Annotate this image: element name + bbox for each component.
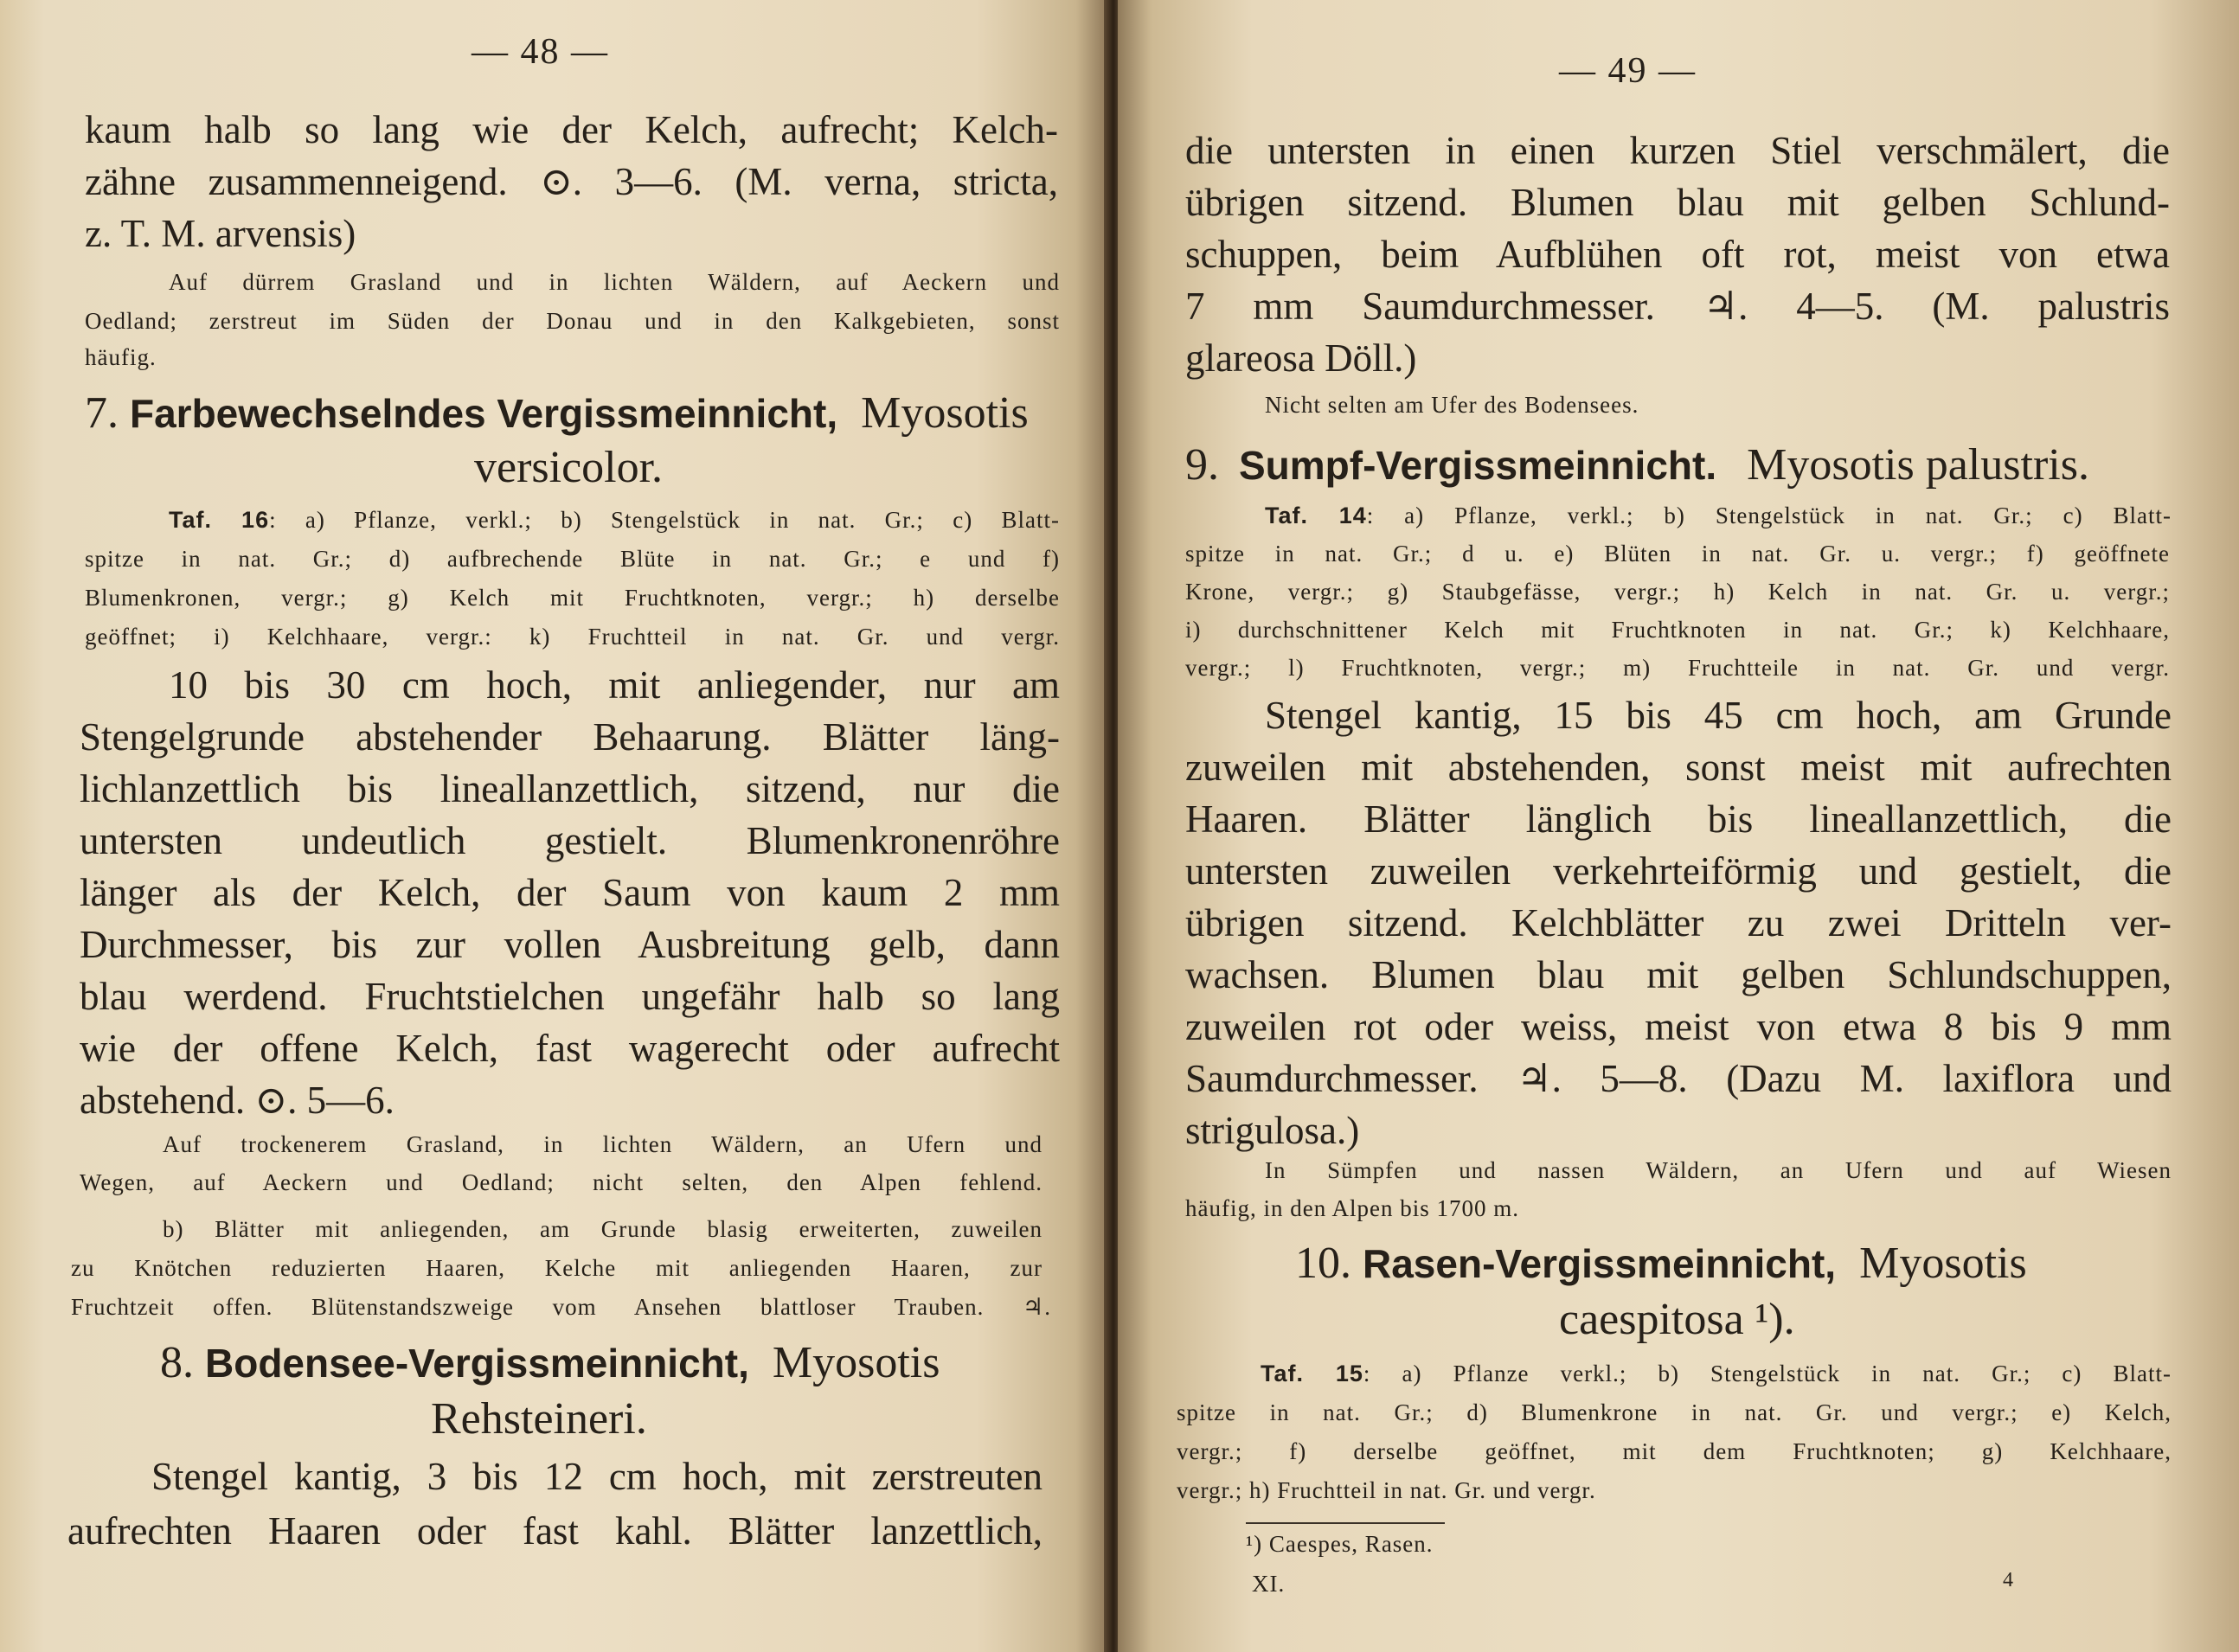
text-line: strigulosa.) [1185, 1109, 1360, 1152]
text-line: länger als der Kelch, der Saum von kaum 2 mm [80, 871, 1060, 914]
plate-text: : a) Pflanze verkl.; b) Stengelstück in nat. Gr.; c) Blatt- [1363, 1361, 2172, 1386]
plate-line: spitze in nat. Gr.; d) Blumenkrone in nat. Gr. und vergr.; e) Kelch, [1177, 1399, 2172, 1425]
plate-label: Taf. 14 [1265, 503, 1367, 528]
species-latin-name: Myosotis [772, 1338, 940, 1387]
plate-line: vergr.; l) Fruchtknoten, vergr.; m) Fruchtteile in nat. Gr. und vergr. [1185, 655, 2170, 681]
left-page [0, 0, 1109, 1652]
text-line: Durchmesser, bis zur vollen Ausbreitung gelb, dann [80, 923, 1060, 966]
plate-line [1265, 504, 2172, 528]
text-line: aufrechten Haaren oder fast kahl. Blätter lanzettlich, [67, 1509, 1043, 1553]
species-common-name: Rasen-Vergissmeinnicht, [1363, 1241, 1837, 1286]
plate-line: spitze in nat. Gr.; d) aufbrechende Blüte in nat. Gr.; e und f) [85, 546, 1060, 572]
text-line: übrigen sitzend. Kelchblätter zu zwei Dritteln ver- [1185, 901, 2172, 944]
plate-line: spitze in nat. Gr.; d u. e) Blüten in nat. Gr. u. vergr.; f) geöffnete [1185, 541, 2170, 567]
text-line: z. T. M. arvensis) [85, 212, 356, 255]
habitat-line: Wegen, auf Aeckern und Oedland; nicht selten, den Alpen fehlend. [80, 1169, 1043, 1195]
species-latin-name: Myosotis palustris. [1747, 440, 2089, 490]
text-line: die untersten in einen kurzen Stiel verschmälert, die [1185, 129, 2170, 172]
text-line: Haaren. Blätter länglich bis lineallanzettlich, die [1185, 797, 2172, 841]
text-line: Stengel kantig, 3 bis 12 cm hoch, mit zerstreuten [151, 1455, 1043, 1498]
species-common-name: Bodensee-Vergissmeinnicht, [205, 1341, 749, 1386]
text-line: lichlanzettlich bis lineallanzettlich, sitzend, nur die [80, 767, 1060, 810]
note-line: Fruchtzeit offen. Blütenstandszweige vom Ansehen blattloser Trauben. ♃. [71, 1294, 1051, 1320]
species-heading-9 [1185, 440, 2089, 490]
plate-line: i) durchschnittener Kelch mit Fruchtknoten in nat. Gr.; k) Kelchhaare, [1185, 617, 2170, 643]
species-latin-name: Myosotis [1859, 1239, 2027, 1288]
plate-label: Taf. 16 [169, 507, 270, 533]
text-line: übrigen sitzend. Blumen blau mit gelben Schlund- [1185, 181, 2170, 224]
habitat-line: häufig, in den Alpen bis 1700 m. [1185, 1195, 1519, 1221]
text-line: wachsen. Blumen blau mit gelben Schlundschuppen, [1185, 953, 2172, 996]
species-heading-7 [85, 388, 1029, 438]
text-line: zähne zusammenneigend. ⊙. 3—6. (M. verna, stricta, [85, 160, 1058, 203]
signature-number: 4 [2003, 1569, 2014, 1591]
species-heading-8 [160, 1338, 940, 1387]
species-common-name: Sumpf-Vergissmeinnicht. [1239, 443, 1717, 488]
habitat-line: Auf dürrem Grasland und in lichten Wäldern, auf Aeckern und [169, 269, 1060, 295]
plate-line: vergr.; h) Fruchtteil in nat. Gr. und vergr. [1177, 1477, 1596, 1503]
plate-line: geöffnet; i) Kelchhaare, vergr.: k) Fruchtteil in nat. Gr. und vergr. [85, 624, 1060, 650]
page-number: — 48 — [472, 32, 609, 72]
species-number: 9. [1185, 440, 1219, 490]
text-line: blau werdend. Fruchtstielchen ungefähr halb so lang [80, 975, 1060, 1018]
text-line: wie der offene Kelch, fast wagerecht oder aufrecht [80, 1027, 1060, 1070]
plate-line: Krone, vergr.; g) Staubgefässe, vergr.; h) Kelch in nat. Gr. u. vergr.; [1185, 579, 2170, 605]
page-number: — 49 — [1559, 51, 1697, 91]
signature-mark: XI. [1252, 1571, 1286, 1597]
species-common-name: Farbewechselndes Vergissmeinnicht, [130, 391, 838, 436]
plate-text: : a) Pflanze, verkl.; b) Stengelstück in nat. Gr.; c) Blatt- [269, 507, 1060, 533]
text-line: kaum halb so lang wie der Kelch, aufrecht; Kelch- [85, 108, 1058, 151]
text-line: 10 bis 30 cm hoch, mit anliegender, nur am [169, 663, 1060, 707]
habitat-line: Oedland; zerstreut im Süden der Donau und in den Kalkgebieten, sonst [85, 308, 1060, 334]
footnote-rule [1246, 1522, 1445, 1524]
text-line: schuppen, beim Aufblühen oft rot, meist von etwa [1185, 233, 2170, 276]
plate-line [169, 509, 1060, 532]
species-number: 7. [85, 388, 119, 438]
species-number: 8. [160, 1338, 194, 1387]
right-page [1118, 0, 2239, 1652]
text-line: untersten undeutlich gestielt. Blumenkronenröhre [80, 819, 1060, 862]
habitat-line: häufig. [85, 344, 157, 370]
footnote: ¹) Caespes, Rasen. [1246, 1531, 1434, 1557]
habitat-line: In Sümpfen und nassen Wäldern, an Ufern und auf Wiesen [1265, 1157, 2172, 1183]
plate-line: Blumenkronen, vergr.; g) Kelch mit Fruchtknoten, vergr.; h) derselbe [85, 585, 1060, 611]
note-line: zu Knötchen reduzierten Haaren, Kelche mit anliegenden Haaren, zur [71, 1255, 1043, 1281]
species-latin-name: Myosotis [861, 388, 1029, 438]
note-line: b) Blätter mit anliegenden, am Grunde blasig erweiterten, zuweilen [163, 1216, 1043, 1242]
habitat-line: Auf trockenerem Grasland, in lichten Wäldern, an Ufern und [163, 1131, 1043, 1157]
text-line: abstehend. ⊙. 5—6. [80, 1079, 395, 1122]
text-line: zuweilen mit abstehenden, sonst meist mit aufrechten [1185, 746, 2172, 789]
species-latin-name-cont: Rehsteineri. [431, 1394, 647, 1444]
text-line: zuweilen rot oder weiss, meist von etwa 8 bis 9 mm [1185, 1005, 2172, 1048]
text-line: glareosa Döll.) [1185, 336, 1417, 380]
text-line: Stengelgrunde abstehender Behaarung. Blätter läng- [80, 715, 1060, 759]
text-line: Saumdurchmesser. ♃. 5—8. (Dazu M. laxiflora und [1185, 1057, 2172, 1100]
habitat-line: Nicht selten am Ufer des Bodensees. [1265, 392, 1639, 418]
species-number: 10. [1295, 1239, 1351, 1288]
species-latin-name-cont: caespitosa ¹). [1559, 1295, 1795, 1344]
species-heading-10 [1295, 1241, 2027, 1286]
text-line: Stengel kantig, 15 bis 45 cm hoch, am Grunde [1265, 694, 2172, 737]
plate-line [1261, 1362, 2172, 1386]
plate-text: : a) Pflanze, verkl.; b) Stengelstück in nat. Gr.; c) Blatt- [1366, 503, 2172, 528]
species-latin-name-cont: versicolor. [474, 443, 664, 492]
text-line: untersten zuweilen verkehrteiförmig und gestielt, die [1185, 849, 2172, 893]
text-line: 7 mm Saumdurchmesser. ♃. 4—5. (M. palustris [1185, 285, 2170, 328]
plate-line: vergr.; f) derselbe geöffnet, mit dem Fruchtknoten; g) Kelchhaare, [1177, 1438, 2172, 1464]
plate-label: Taf. 15 [1261, 1361, 1363, 1386]
